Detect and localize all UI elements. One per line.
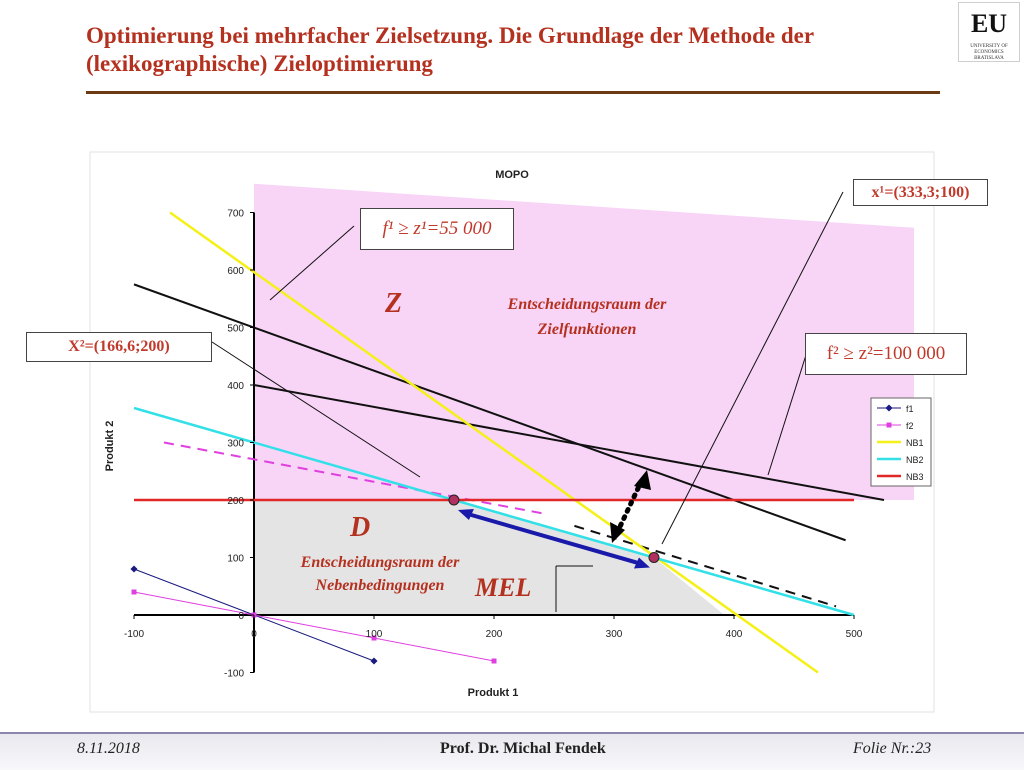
footer-slide-number: Folie Nr.:23: [853, 740, 932, 757]
y-tick-label: 400: [227, 381, 244, 392]
legend-label: f2: [906, 421, 914, 431]
z-region-label: Zielfunktionen: [537, 321, 637, 338]
legend-label: NB3: [906, 472, 924, 482]
x-tick-label: 100: [365, 629, 383, 640]
x-tick-label: 400: [725, 629, 743, 640]
x-axis-label: Produkt 1: [467, 687, 519, 699]
point-x2: [449, 495, 459, 505]
y-axis-label: Produkt 2: [104, 420, 116, 472]
y-tick-label: 200: [227, 496, 244, 507]
legend-label: NB2: [906, 455, 924, 465]
x-tick-label: 300: [605, 629, 623, 640]
d-symbol: D: [350, 512, 371, 543]
y-tick-label: 300: [227, 438, 244, 450]
legend-label: NB1: [906, 438, 924, 448]
page-title: Optimierung bei mehrfacher Zielsetzung. Die Grundlage der Methode der (lexikographische) Zieloptimierung: [86, 23, 814, 76]
logo-caption: UNIVERSITY OF ECONOMICS BRATISLAVA: [970, 44, 1008, 61]
series-f2-marker: [132, 590, 137, 595]
d-region-label: Nebenbedingungen: [315, 577, 445, 594]
footer-date: 8.11.2018: [77, 740, 140, 757]
legend-marker: [887, 423, 892, 428]
y-tick-label: 500: [227, 323, 244, 335]
y-tick-label: 700: [227, 208, 244, 220]
callout-x1: x¹=(333,3;100): [853, 179, 988, 206]
d-region-label: Entscheidungsraum der: [300, 554, 460, 571]
y-tick-label: 100: [227, 553, 244, 565]
callout-f2: f² ≥ z²=100 000: [805, 333, 967, 375]
legend-label: f1: [906, 404, 914, 414]
point-x1: [649, 553, 659, 563]
chart-title: MOPO: [495, 169, 529, 181]
series-f2-marker: [492, 659, 497, 664]
z-region-label: Entscheidungsraum der: [507, 296, 667, 313]
mel-label: MEL: [475, 573, 532, 602]
x-tick-label: 200: [485, 629, 503, 640]
x-tick-label: -100: [123, 629, 145, 640]
z-symbol: Z: [385, 288, 403, 319]
y-tick-label: 0: [238, 611, 244, 622]
callout-x2: X²=(166,6;200): [26, 332, 212, 362]
logo-monogram: EU: [970, 9, 1008, 38]
footer-author: Prof. Dr. Michal Fendek: [440, 740, 606, 757]
chart-legend: [871, 398, 931, 486]
x-tick-label: 500: [845, 629, 863, 640]
y-tick-label: 600: [227, 266, 244, 277]
callout-f1: f¹ ≥ z¹=55 000: [360, 208, 514, 250]
x-tick-label: 0: [251, 629, 257, 640]
y-tick-label: -100: [223, 668, 244, 680]
